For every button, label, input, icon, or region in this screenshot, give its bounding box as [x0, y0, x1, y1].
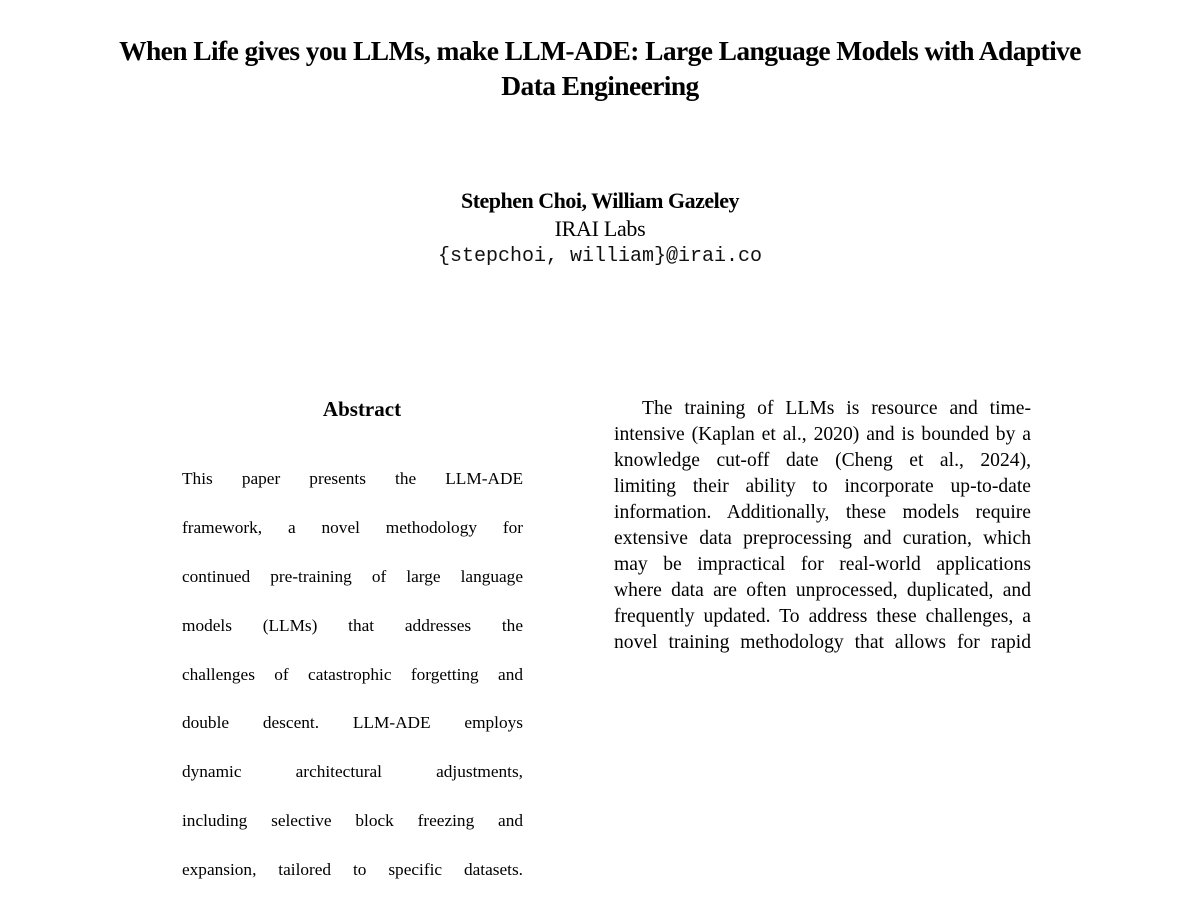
intro-line: knowledge cut-off date (Cheng et al., 2024), [614, 450, 1031, 471]
intro-line: frequently updated. To address these challenges, a [614, 606, 1031, 627]
author-affiliation: IRAI Labs [554, 216, 646, 241]
author-email: {stepchoi, william}@irai.co [437, 245, 763, 268]
intro-line: intensive (Kaplan et al., 2020) and is bounded by a [614, 424, 1031, 445]
abstract-line: models (LLMs) that addresses the [182, 615, 523, 635]
intro-line: may be impractical for real-world applications [614, 554, 1031, 575]
paper-title-line-2: Data Engineering [501, 70, 699, 101]
abstract-heading: Abstract [322, 397, 402, 421]
abstract-line: double descent. LLM-ADE employs [182, 713, 523, 733]
intro-line: where data are often unprocessed, duplicated, and [614, 580, 1031, 601]
intro-line: limiting their ability to incorporate up-to-date [614, 476, 1031, 497]
intro-line: The training of LLMs is resource and time- [642, 398, 1031, 419]
abstract-line: expansion, tailored to specific datasets. [182, 859, 523, 879]
abstract-line: framework, a novel methodology for [182, 518, 523, 538]
paper-title [20, 33, 1180, 103]
paper-title-line-1: When Life gives you LLMs, make LLM-ADE: Large Language Models with Adaptive [119, 35, 1081, 66]
abstract-line: dynamic architectural adjustments, [182, 762, 523, 782]
abstract-line: including selective block freezing and [182, 810, 523, 830]
introduction-body [614, 396, 1031, 656]
abstract-line: challenges of catastrophic forgetting and [182, 664, 523, 684]
intro-line: extensive data preprocessing and curation, which [614, 528, 1031, 549]
abstract-body [182, 443, 523, 907]
intro-line: information. Additionally, these models require [614, 502, 1031, 523]
abstract-line: This paper presents the LLM-ADE [182, 469, 523, 489]
intro-line: novel training methodology that allows for rapid [614, 632, 1031, 653]
author-names: Stephen Choi, William Gazeley [460, 188, 740, 213]
abstract-line: continued pre-training of large language [182, 567, 523, 586]
